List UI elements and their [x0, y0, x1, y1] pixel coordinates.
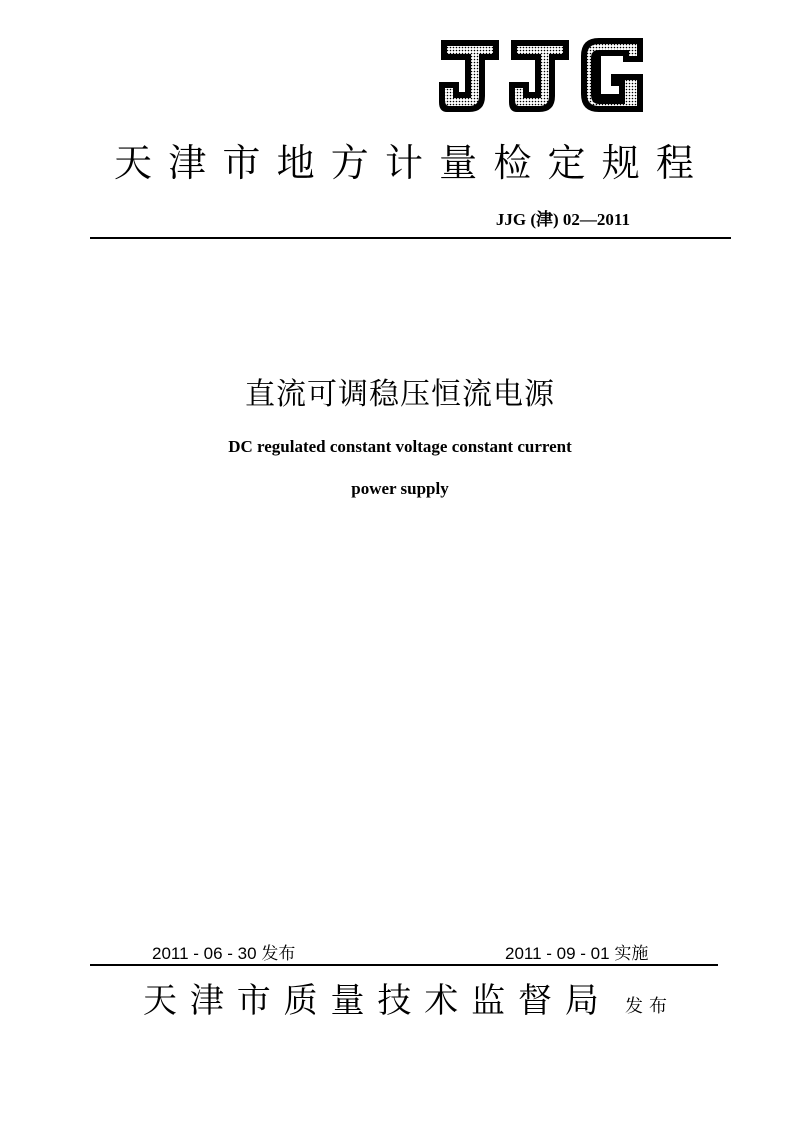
- publisher-char: 市: [236, 981, 271, 1021]
- title-char: 天: [114, 141, 153, 185]
- title-char: 程: [655, 141, 694, 185]
- publisher-char: 局: [564, 981, 599, 1021]
- standard-number: JJG (津) 02—2011: [495, 210, 630, 229]
- document-title-cn: 直流可调稳压恒流电源: [245, 377, 555, 412]
- issue-date: 2011 - 06 - 30 发布: [152, 944, 296, 963]
- title-char: 市: [222, 141, 261, 185]
- title-char: 地: [276, 141, 315, 185]
- title-char: 规: [601, 141, 640, 185]
- jjg-logo: [437, 34, 647, 116]
- title-char: 计: [384, 141, 423, 185]
- publisher-char: 监: [471, 981, 506, 1021]
- publisher-char: 术: [424, 981, 459, 1021]
- regulation-series-title: [114, 136, 694, 190]
- title-char: 检: [493, 141, 532, 185]
- logo-letter-g: [581, 38, 643, 112]
- publisher-name: [143, 976, 599, 1026]
- document-title-en-line2: power supply: [351, 479, 449, 498]
- publisher-char: 津: [189, 981, 224, 1021]
- title-char: 定: [547, 141, 586, 185]
- publisher-char: 天: [143, 981, 177, 1021]
- logo-letter-j1: [439, 40, 499, 112]
- publisher-char: 督: [518, 981, 552, 1021]
- publisher: [143, 976, 673, 1026]
- footer-divider: [90, 964, 718, 966]
- title-char: 量: [439, 141, 478, 185]
- title-char: 方: [330, 141, 369, 185]
- header-divider: [90, 237, 731, 239]
- publisher-suffix: 发布: [625, 996, 673, 1017]
- publisher-char: 技: [377, 981, 412, 1021]
- publisher-char: 质: [283, 981, 318, 1021]
- publisher-char: 量: [330, 981, 365, 1021]
- document-title-en-line1: DC regulated constant voltage constant current: [228, 437, 572, 456]
- title-char: 津: [168, 141, 207, 185]
- logo-letter-j2: [509, 40, 569, 112]
- implementation-date: 2011 - 09 - 01 实施: [505, 944, 649, 963]
